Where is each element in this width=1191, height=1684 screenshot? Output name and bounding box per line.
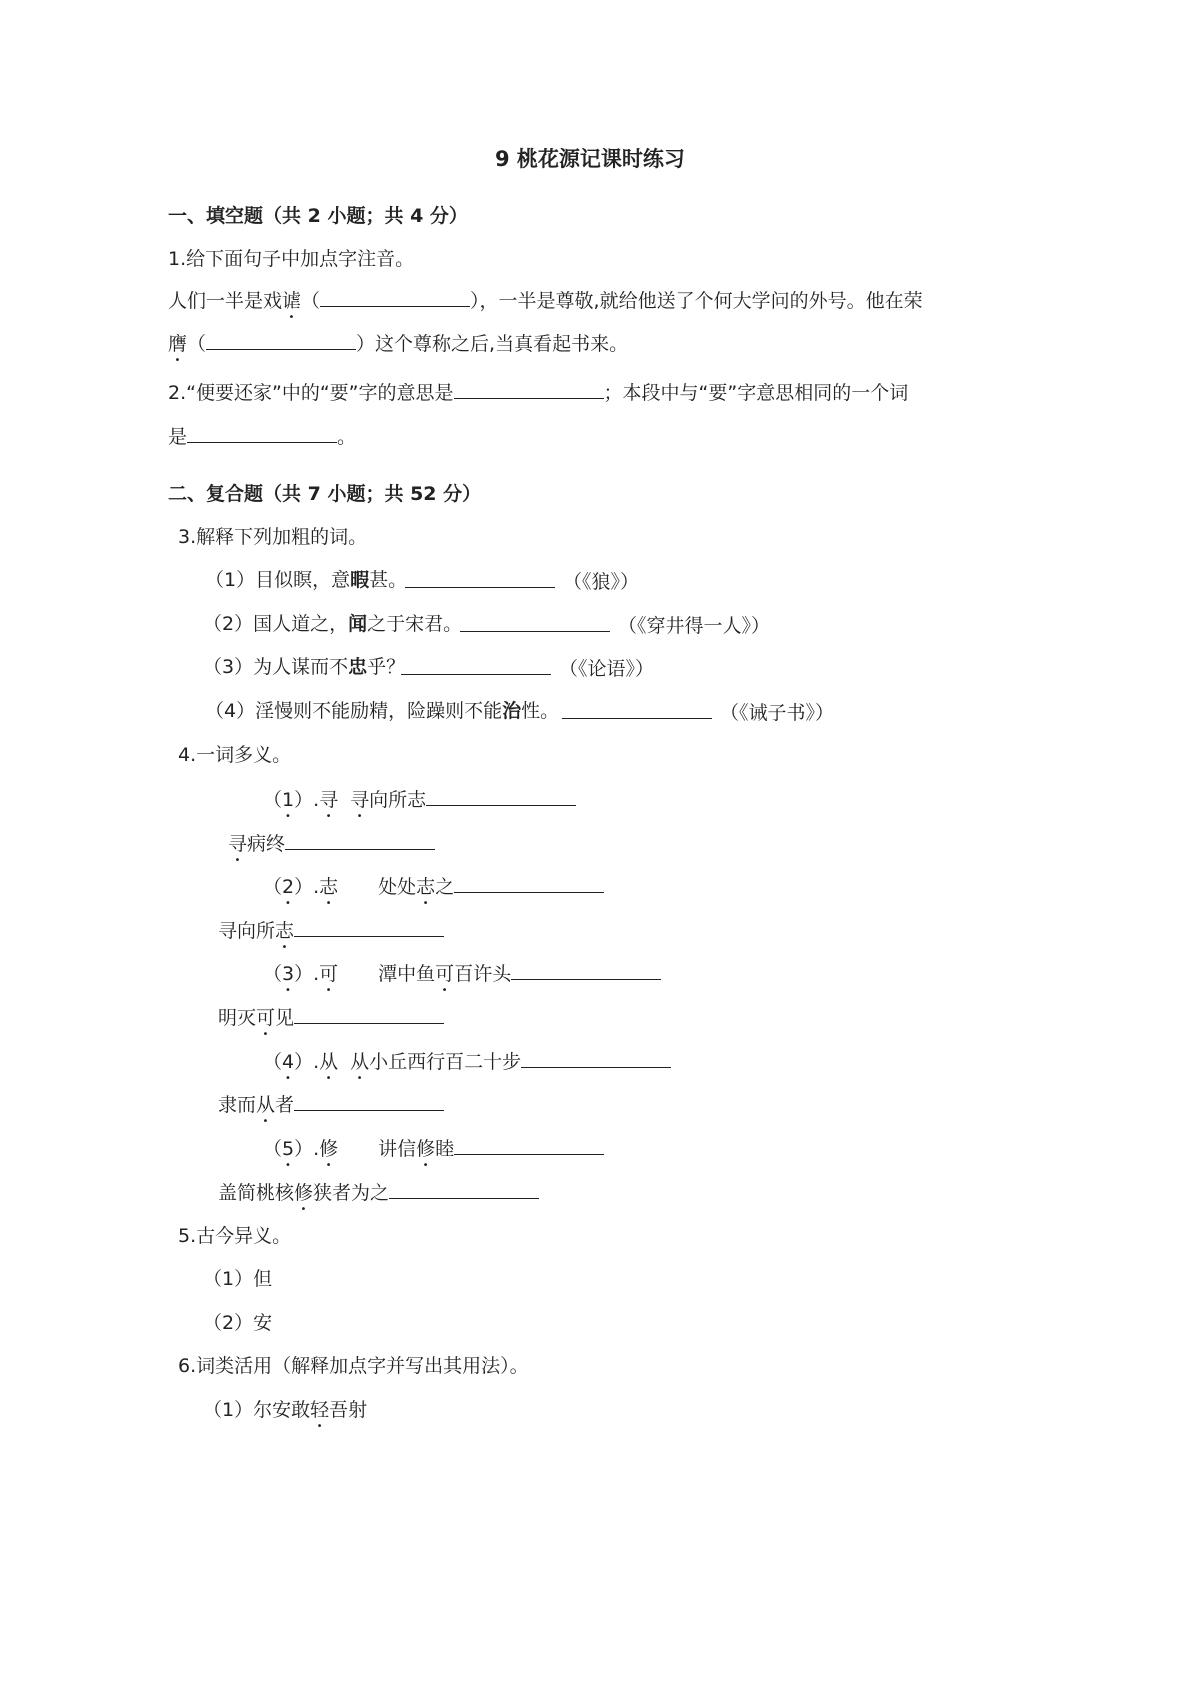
q4-word: 从 xyxy=(319,1051,339,1073)
q4-example-text: 狭者为之 xyxy=(313,1182,390,1204)
q4-example-text: 之 xyxy=(435,876,455,898)
q4-example-text: 小丘西行百二十步 xyxy=(369,1051,522,1073)
q1-text: 人们一半是戏 xyxy=(168,290,283,312)
q4-answer-blank[interactable] xyxy=(285,829,435,850)
q3-item-2 xyxy=(203,611,462,637)
q4-item-2-line-1 xyxy=(263,872,604,909)
q4-item-1-line-1 xyxy=(263,785,576,822)
page-title: 9 桃花源记课时练习 xyxy=(495,147,685,171)
q1-prompt: 1.给下面句子中加点字注音。 xyxy=(168,248,415,270)
q4-example-text: 隶而 xyxy=(218,1094,257,1116)
q2-answer-blank-2[interactable] xyxy=(187,422,337,443)
q4-item-5-line-2 xyxy=(218,1178,539,1215)
q4-dotted-char: 寻 xyxy=(350,789,370,811)
q1-dotted-char: 谑 xyxy=(282,290,302,312)
q4-example-text: 向所志 xyxy=(369,789,427,811)
q4-item-4-line-1 xyxy=(263,1047,671,1084)
q1-answer-blank-2[interactable] xyxy=(206,329,356,350)
q4-word: 志 xyxy=(319,876,339,898)
q3-text: 乎？ xyxy=(367,656,406,678)
q2-answer-blank-1[interactable] xyxy=(454,378,604,399)
q3-text: （3）为人谋而不 xyxy=(203,656,349,678)
q3-bold-word: 治 xyxy=(502,700,522,722)
q4-example-text: 睦 xyxy=(435,1138,455,1160)
q3-answer-blank-1[interactable] xyxy=(405,567,555,588)
q4-answer-blank[interactable] xyxy=(454,1134,604,1155)
q3-text: （1）目似瞑，意 xyxy=(205,569,351,591)
q4-example-text: 盖简桃核 xyxy=(218,1182,295,1204)
q3-item-2-answer xyxy=(460,611,770,639)
q3-source: （《诫子书》） xyxy=(720,702,835,724)
q6-dotted-char: 轻 xyxy=(310,1399,330,1421)
q1-text: ），一半是尊敬,就给他送了个何大学问的外号。他在荣 xyxy=(470,290,923,312)
q4-word: 修 xyxy=(319,1138,339,1160)
q4-dotted-char: 寻 xyxy=(228,833,248,855)
q1-dotted-char: 膺 xyxy=(168,333,188,355)
q3-answer-blank-3[interactable] xyxy=(401,654,551,675)
q4-example-text: 百许头 xyxy=(454,963,512,985)
q4-dotted-char: 修 xyxy=(416,1138,436,1160)
q4-item-4-line-2 xyxy=(218,1090,444,1127)
q4-answer-blank[interactable] xyxy=(426,785,576,806)
q3-item-3 xyxy=(203,654,405,680)
q4-answer-blank[interactable] xyxy=(511,959,661,980)
q4-example-text: 处处 xyxy=(378,876,417,898)
q3-text: 性。 xyxy=(521,700,560,722)
q3-bold-word: 暇 xyxy=(350,569,370,591)
q1-paren: （ xyxy=(187,333,207,355)
section-heading-composite: 二、复合题（共 7 小题；共 52 分） xyxy=(168,483,482,505)
q5-item-2: （2）安 xyxy=(203,1312,273,1334)
q3-item-4 xyxy=(205,698,559,724)
q4-number: （4）. xyxy=(263,1051,320,1073)
section-heading-fill-blank: 一、填空题（共 2 小题；共 4 分） xyxy=(168,205,468,227)
q4-example-text: 见 xyxy=(275,1007,295,1029)
q4-dotted-char: 修 xyxy=(294,1182,314,1204)
q3-item-4-answer xyxy=(562,698,834,726)
q1-line-2 xyxy=(168,329,628,366)
q4-example-text: 病终 xyxy=(247,833,286,855)
q6-text: （1）尔安敢 xyxy=(203,1399,311,1421)
q4-item-3-line-2 xyxy=(218,1003,444,1040)
q4-answer-blank[interactable] xyxy=(294,916,444,937)
q3-text: 之于宋君。 xyxy=(367,613,463,635)
q4-example-text: 寻向所 xyxy=(218,920,276,942)
q2-text: 是 xyxy=(168,426,188,448)
q4-answer-blank[interactable] xyxy=(521,1047,671,1068)
q4-answer-blank[interactable] xyxy=(454,872,604,893)
q6-prompt: 6.词类活用（解释加点字并写出其用法）。 xyxy=(178,1355,529,1377)
q6-item-1 xyxy=(203,1397,367,1432)
q3-prompt: 3.解释下列加粗的词。 xyxy=(178,526,368,548)
q4-prompt: 4.一词多义。 xyxy=(178,744,292,766)
q3-item-1 xyxy=(205,567,407,593)
q4-number: （5）. xyxy=(263,1138,320,1160)
q4-word: 可 xyxy=(319,963,339,985)
q2-text: 。 xyxy=(337,426,357,448)
q4-example-text: 明灭 xyxy=(218,1007,257,1029)
q4-number: （3）. xyxy=(263,963,320,985)
q4-dotted-char: 可 xyxy=(435,963,455,985)
q4-number: （2）. xyxy=(263,876,320,898)
q1-answer-blank-1[interactable] xyxy=(320,286,470,307)
q4-dotted-char: 从 xyxy=(350,1051,370,1073)
q4-number: （1）. xyxy=(263,789,320,811)
q3-bold-word: 闻 xyxy=(348,613,368,635)
q2-line-1 xyxy=(168,378,908,406)
q4-dotted-char: 志 xyxy=(416,876,436,898)
q4-answer-blank[interactable] xyxy=(294,1090,444,1111)
q3-source: （《狼》） xyxy=(563,571,640,593)
q4-item-3-line-1 xyxy=(263,959,661,996)
q3-answer-blank-2[interactable] xyxy=(460,611,610,632)
q4-dotted-char: 从 xyxy=(256,1094,276,1116)
q3-source: （《穿井得一人》） xyxy=(618,615,771,637)
q1-paren: （ xyxy=(301,290,321,312)
q4-dotted-char: 可 xyxy=(256,1007,276,1029)
q4-example-text: 潭中鱼 xyxy=(378,963,436,985)
q4-dotted-char: 志 xyxy=(275,920,295,942)
q4-example-text: 讲信 xyxy=(378,1138,417,1160)
q5-prompt: 5.古今异义。 xyxy=(178,1225,292,1247)
q4-item-2-line-2 xyxy=(218,916,444,953)
q3-item-3-answer xyxy=(401,654,654,682)
q4-answer-blank[interactable] xyxy=(389,1178,539,1199)
q4-example-text: 者 xyxy=(275,1094,295,1116)
q1-line-1 xyxy=(168,286,923,323)
q3-bold-word: 忠 xyxy=(348,656,368,678)
q3-item-1-answer xyxy=(405,567,639,595)
q3-source: （《论语》） xyxy=(559,658,655,680)
q4-item-5-line-1 xyxy=(263,1134,604,1171)
q4-answer-blank[interactable] xyxy=(294,1003,444,1024)
q1-text: ）这个尊称之后,当真看起书来。 xyxy=(356,333,629,355)
q3-text: （2）国人道之， xyxy=(203,613,349,635)
q5-item-1: （1）但 xyxy=(203,1268,273,1290)
q2-text: 2.“便要还家”中的“要”字的意思是 xyxy=(168,382,454,404)
q2-line-2 xyxy=(168,422,356,450)
q4-item-1-line-2 xyxy=(228,829,435,866)
q6-text: 吾射 xyxy=(329,1399,368,1421)
q3-text: 甚。 xyxy=(369,569,408,591)
q2-text: ；本段中与“要”字意思相同的一个词 xyxy=(603,382,909,404)
q4-word: 寻 xyxy=(319,789,339,811)
q3-text: （4）淫慢则不能励精，险躁则不能 xyxy=(205,700,503,722)
q3-answer-blank-4[interactable] xyxy=(562,698,712,719)
